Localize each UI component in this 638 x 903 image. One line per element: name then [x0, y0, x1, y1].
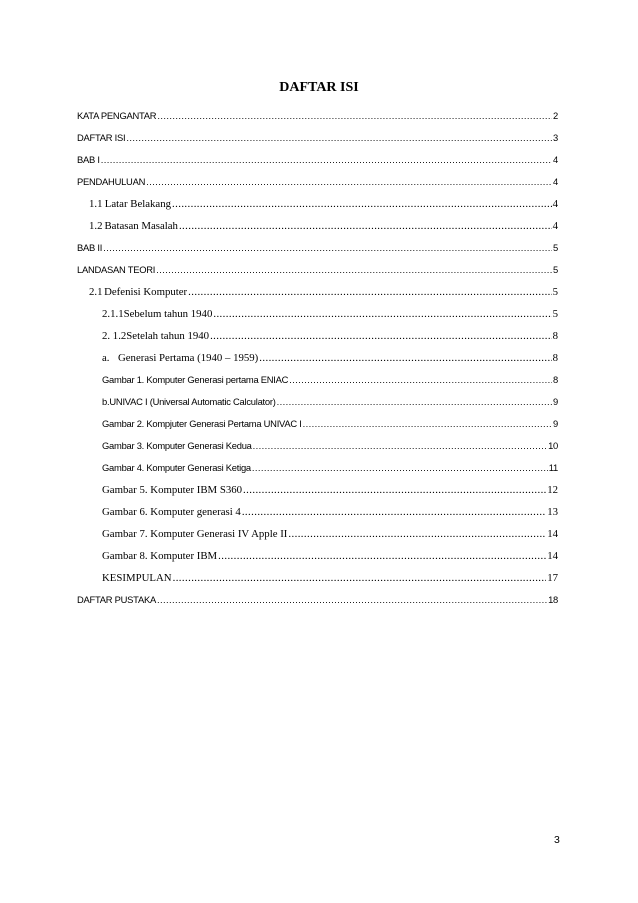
toc-entry-page: 8 [552, 352, 558, 364]
dot-leader [173, 570, 547, 586]
toc-entry[interactable] [89, 196, 558, 212]
toc-entry-title: DAFTAR PUSTAKA [77, 594, 156, 605]
toc-entry-page: 8 [552, 330, 558, 342]
toc-entry-title: LANDASAN TEORI [77, 264, 156, 275]
toc-entry-title: Gambar 4. Komputer Generasi Ketiga [102, 462, 251, 473]
toc-entry-page: 12 [547, 484, 558, 496]
toc-entry[interactable] [102, 570, 558, 586]
toc-entry-title: Defenisi Komputer [104, 286, 188, 298]
dot-leader [146, 174, 552, 190]
toc-entry-title: Gambar 5. Komputer IBM S360 [102, 484, 243, 496]
toc-entry-page: 10 [548, 440, 558, 451]
dot-leader [126, 130, 552, 146]
toc-entry-number: a. [102, 352, 110, 364]
toc-entry-page: 4 [552, 220, 558, 232]
toc-entry-page: 5 [552, 308, 558, 320]
toc-entry[interactable] [77, 240, 558, 256]
toc-entry[interactable] [77, 262, 558, 278]
toc-entry-title: BAB I [77, 154, 100, 165]
dot-leader [103, 240, 552, 256]
toc-entry-page: 4 [552, 198, 558, 210]
toc-entry-page: 5 [553, 264, 558, 275]
toc-entry-title: Gambar 1. Komputer Generasi pertama ENIAC [102, 374, 289, 385]
dot-leader [210, 328, 552, 344]
toc-entry-page: 17 [547, 572, 558, 584]
toc-entry-title: PENDAHULUAN [77, 176, 146, 187]
toc-entry[interactable] [77, 174, 558, 190]
toc-entry-page: 9 [553, 418, 558, 429]
toc-entry[interactable] [102, 416, 558, 432]
dot-leader [157, 592, 547, 608]
toc-entry-page: 2 [553, 110, 558, 121]
toc-entry-title: BAB II [77, 242, 103, 253]
dot-leader [289, 372, 552, 388]
toc-entry-page: 8 [553, 374, 558, 385]
dot-leader [253, 438, 547, 454]
toc-entry-title: KESIMPULAN [102, 572, 172, 584]
toc-entry[interactable] [102, 460, 558, 476]
toc-entry-title: Setelah tahun 1940 [126, 330, 210, 342]
dot-leader [252, 460, 548, 476]
toc-entry-title: Gambar 7. Komputer Generasi IV Apple II [102, 528, 288, 540]
dot-leader [179, 218, 552, 234]
toc-entry-page: 5 [552, 286, 558, 298]
toc-entry-page: 5 [553, 242, 558, 253]
toc-entry[interactable] [102, 548, 558, 564]
dot-leader [277, 394, 552, 410]
toc-entry-page: 4 [553, 154, 558, 165]
dot-leader [213, 306, 551, 322]
toc-entry-page: 4 [553, 176, 558, 187]
toc-entry[interactable] [102, 482, 558, 498]
toc-entry-title: DAFTAR ISI [77, 132, 126, 143]
toc-entry-number: 2.1.1 [102, 308, 124, 320]
toc-entry-number: 1.2 [89, 220, 103, 232]
toc-entry-title: Gambar 2. Kompjuter Generasi Pertama UNIVAC I [102, 418, 302, 429]
toc-entry-page: 9 [553, 396, 558, 407]
dot-leader [172, 196, 552, 212]
toc-entry[interactable] [77, 152, 558, 168]
dot-leader [156, 262, 552, 278]
toc-entry-title: Gambar 6. Komputer generasi 4 [102, 506, 241, 518]
dot-leader [242, 504, 546, 520]
toc-entry[interactable] [102, 504, 558, 520]
toc-entry[interactable] [102, 328, 558, 344]
toc-entry-number: 2.1 [89, 286, 103, 298]
toc-entry-page: 3 [553, 132, 558, 143]
dot-leader [218, 548, 546, 564]
dot-leader [188, 284, 551, 300]
toc-entry-title: Latar Belakang [104, 198, 172, 210]
toc-entry[interactable] [102, 526, 558, 542]
toc-entry-page: 13 [547, 506, 558, 518]
dot-leader [157, 108, 552, 124]
toc-entry[interactable] [102, 306, 558, 322]
toc-entry-title: UNIVAC I (Universal Automatic Calculator) [109, 396, 276, 407]
toc-entry-page: 18 [548, 594, 558, 605]
toc-entry-page: 14 [547, 528, 558, 540]
dot-leader [288, 526, 546, 542]
toc-entry-title: Batasan Masalah [104, 220, 178, 232]
toc-entry[interactable] [77, 592, 558, 608]
dot-leader [243, 482, 546, 498]
toc-entry-page: 14 [547, 550, 558, 562]
toc-entry[interactable] [77, 130, 558, 146]
dot-leader [101, 152, 552, 168]
toc-entry-title: Sebelum tahun 1940 [123, 308, 213, 320]
dot-leader [259, 350, 551, 366]
toc-entry[interactable] [102, 438, 558, 454]
toc-entry[interactable] [89, 284, 558, 300]
toc-entry-title: Gambar 3. Komputer Generasi Kedua [102, 440, 252, 451]
toc-entry[interactable] [102, 394, 558, 410]
toc-entry[interactable] [89, 218, 558, 234]
toc-entry-number: 2. 1.2 [102, 330, 127, 342]
toc-entry-page: 11 [548, 462, 558, 473]
dot-leader [303, 416, 552, 432]
toc-entry-title: Generasi Pertama (1940 – 1959) [117, 352, 259, 364]
toc-entry[interactable] [102, 372, 558, 388]
page-title: DAFTAR ISI [279, 80, 359, 95]
page-number: 3 [554, 834, 560, 846]
toc-entry-number: 1.1 [89, 198, 103, 210]
toc-entry[interactable] [77, 108, 558, 124]
toc-entry[interactable] [102, 350, 558, 366]
toc-entry-title: Gambar 8. Komputer IBM [102, 550, 218, 562]
toc-entry-number: b. [102, 396, 110, 407]
toc-entry-title: KATA PENGANTAR [77, 110, 157, 121]
